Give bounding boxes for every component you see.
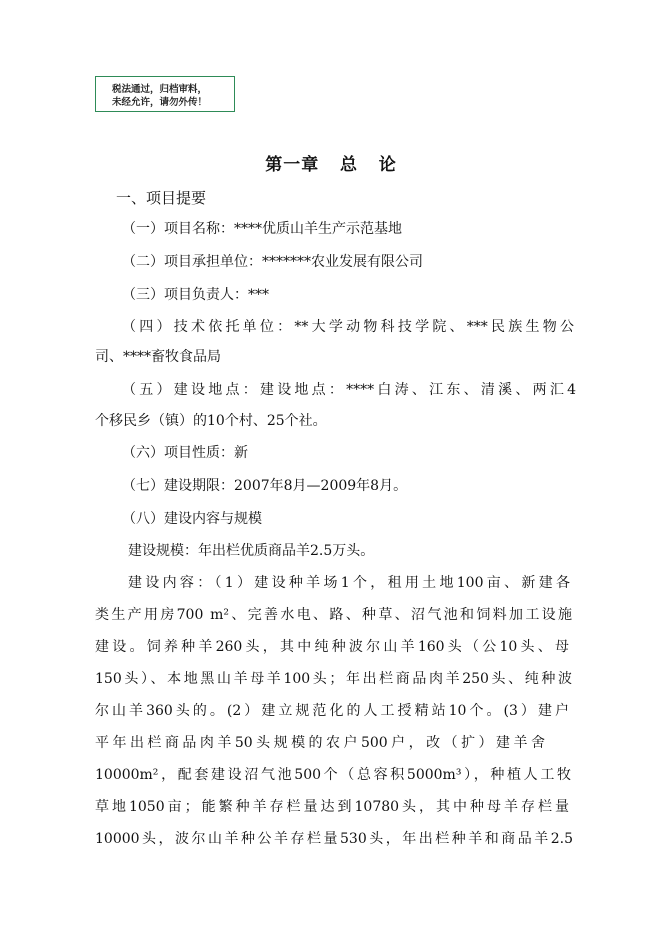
stamp-line-2: 未经允许，请勿外传！ <box>112 97 208 108</box>
item-tech-support-line2: 司、****畜牧食品局 <box>95 349 221 365</box>
construction-scale: 建设规模：年出栏优质商品羊2.5万头。 <box>128 543 375 559</box>
content-line-7: 10000m²，配套建设沼气池500个（总容积5000m³），种植人工牧 <box>95 767 571 783</box>
item-construction-period: （七）建设期限：2007年8月—2009年8月。 <box>122 478 408 494</box>
item-project-nature: （六）项目性质：新 <box>122 445 248 461</box>
content-line-2: 类生产用房700 m²、完善水电、路、种草、沼气池和饲料加工设施 <box>95 607 572 623</box>
content-line-4: 150头）、本地黑山羊母羊100头；年出栏商品肉羊250头、纯种波 <box>95 671 572 687</box>
section-heading: 一、项目提要 <box>116 189 207 207</box>
item-location-line2: 个移民乡（镇）的10个村、25个社。 <box>95 413 327 429</box>
content-line-9: 10000头，波尔山羊种公羊存栏量530头，年出栏种羊和商品羊2.5 <box>95 831 573 847</box>
stamp-box <box>95 76 235 112</box>
stamp-line-1: 税法通过，归档审料， <box>112 84 208 95</box>
content-line-6: 平年出栏商品肉羊50头规模的农户500户，改（扩）建羊舍 <box>95 735 545 751</box>
chapter-title: 第一章 总 论 <box>265 155 397 175</box>
content-line-1: 建设内容：（1）建设种羊场1个，租用土地100亩、新建各 <box>128 575 570 591</box>
content-line-5: 尔山羊360头的。(2）建立规范化的人工授精站10个。(3）建户 <box>95 703 569 719</box>
content-line-3: 建设。饲养种羊260头，其中纯种波尔山羊160头（公10头、母 <box>95 639 569 655</box>
item-project-leader: （三）项目负责人：*** <box>122 287 269 303</box>
content-line-8: 草地1050亩；能繁种羊存栏量达到10780头，其中种母羊存栏量 <box>95 799 569 815</box>
item-tech-support-line1: （四）技术依托单位：**大学动物科技学院、***民族生物公 <box>122 319 574 335</box>
item-undertaking-unit: （二）项目承担单位：*******农业发展有限公司 <box>122 254 423 270</box>
item-project-name: （一）项目名称：****优质山羊生产示范基地 <box>122 221 402 237</box>
item-location-line1: （五）建设地点：建设地点：****白涛、江东、清溪、两汇4 <box>122 382 576 398</box>
item-content-scale: （八）建设内容与规模 <box>122 511 262 527</box>
